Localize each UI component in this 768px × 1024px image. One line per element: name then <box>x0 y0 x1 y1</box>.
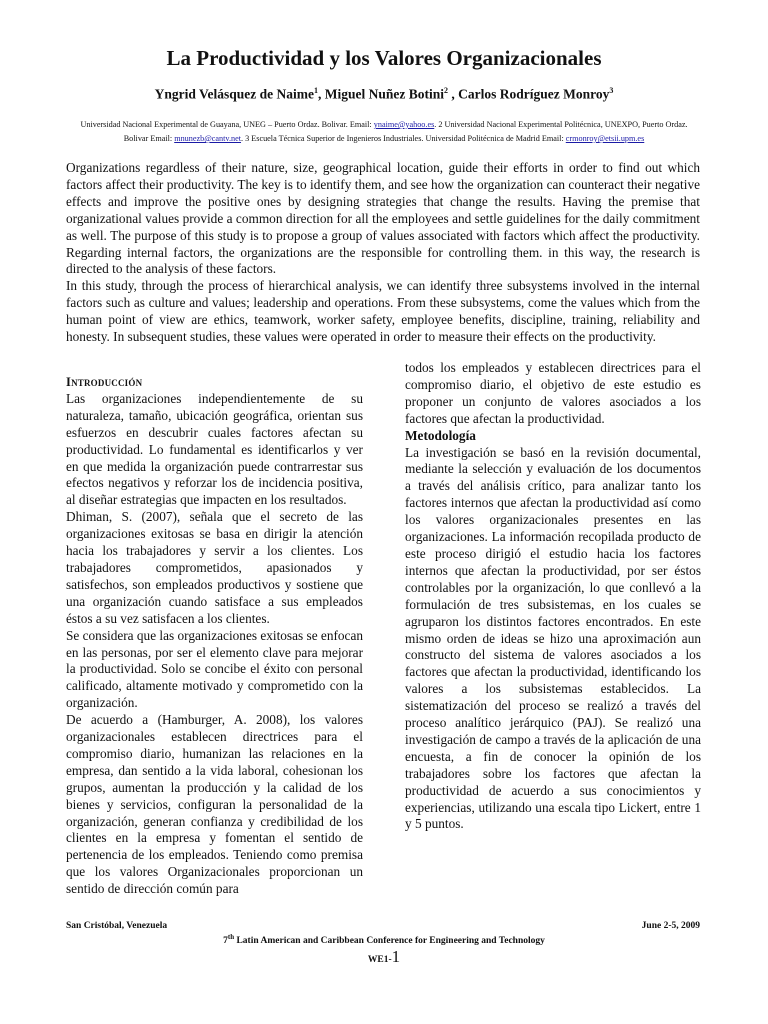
affiliation-text: . 3 Escuela Técnica Superior de Ingenieros Industriales. Universidad Politécnica de Madrid Email: <box>241 134 566 143</box>
body-paragraph: Las organizaciones independientemente de su naturaleza, tamaño, ubicación geográfica, orientan sus esfuerzos en descubrir cuales factores afectan su productividad. Lo fundamental es identificarlos y ver en que medida la organización puede contrarrestar sus efectos negativos y reforzar los de incidencia positiva, al diseñar estrategias que impacten en los resultados. <box>66 390 363 508</box>
email-link[interactable]: crmonroy@etsii.upm.es <box>565 134 645 143</box>
author-separator: , <box>448 86 459 102</box>
conference-number: 7 <box>223 936 228 947</box>
email-link[interactable]: ynaime@yahoo.es <box>373 120 435 129</box>
section-heading-introduccion: Introducción <box>66 375 143 389</box>
right-column <box>405 360 701 833</box>
author-line <box>0 86 768 103</box>
paper-title: La Productividad y los Valores Organizacionales <box>166 46 602 70</box>
affiliation-text: Bolivar Email: <box>123 134 175 143</box>
body-paragraph: Se considera que las organizaciones exitosas se enfocan en las personas, por ser el elemento clave para mejorar la productividad. Solo se concibe el éxito con personal calificado, altamente motivado y comprometido con la organización. <box>66 627 363 711</box>
page-prefix: WE1- <box>367 955 392 965</box>
abstract <box>66 160 700 346</box>
page-number-value: 1 <box>391 947 401 966</box>
body-paragraph: De acuerdo a (Hamburger, A. 2008), los valores organizacionales establecen directrices para el compromiso diario, humanizan las relaciones en la empresa, dan sentido a la vida laboral, cohesionan los grupos, aumentan la producción y la calidad de los bienes y servicios, configuran la personalidad de la organización, generan confianza y credibilidad de los clientes en la empresa y fomentan el sentido de pertenencia de los empleados. Teniendo como premisa que los valores Organizacionales proporcionan un sentido de dirección común para <box>66 712 363 897</box>
author-affil-mark: 3 <box>609 86 614 95</box>
author-name: Yngrid Velásquez de Naime <box>154 86 314 102</box>
body-paragraph: La investigación se basó en la revisión documental, mediante la selección y evaluación de los documentos a través del análisis crítico, para analizar tanto los factores internos que afectan la productividad así como los valores organizacionales presentes en las organizaciones. La información recopilada producto de este proceso dirigió el estudio hacia los factores internos que afectan la productividad, por ser éstos controlables por la organización, lo que conllevó a la formulación de tres subsistemas, en los cuales se agruparon los distintos factores encontrados. En este mismo orden de ideas se hizo una aproximación aun constructo del sistema de valores asociados a los factores que afectan la productividad, identificando los valores a los subsistemas establecidos. La sistematización del proceso se realizó a través del proceso analítico jerárquico (PAJ). Se realizó una investigación de campo a través de la aplicación de una encuesta, a fin de conocer la opinión de los trabajadores sobre los factores que afectan la productividad de acuerdo a sus conocimientos y experiencias, utilizando una escala tipo Lickert, entre 1 y 5 puntos. <box>405 444 701 832</box>
affiliation-line-1 <box>62 120 706 130</box>
affiliation-text: . 2 Universidad Nacional Experimental Politécnica, UNEXPO, Puerto Ordaz. <box>434 120 688 129</box>
footer-location: San Cristóbal, Venezuela <box>66 921 168 931</box>
author-affil-mark: 2 <box>444 86 449 95</box>
conference-ordinal: th <box>227 933 235 941</box>
body-paragraph: Dhiman, S. (2007), señala que el secreto de las organizaciones exitosas se basa en dirigir la atención hacia los trabajadores y servir a los clientes. Los trabajadores comprometidos, apasionados y satisfechos, son empleados productivos y sostiene que una organización cuando satisface a sus empleados éstos a su vez satisfacen a los clientes. <box>66 509 363 626</box>
affiliation-line-2 <box>62 134 706 144</box>
email-link[interactable]: mnunezb@cantv.net <box>174 134 242 143</box>
footer-date: June 2-5, 2009 <box>641 921 700 931</box>
body-paragraph: todos los empleados y establecen directrices para el compromiso diario, el objetivo de este estudio es proponer un conjunto de valores asociados a los factores que afectan la productividad. <box>405 360 701 426</box>
author-name: Carlos Rodríguez Monroy <box>458 86 610 102</box>
footer-conference <box>0 933 768 946</box>
conference-name: Latin American and Caribbean Conference for Engineering and Technology <box>234 936 545 947</box>
abstract-paragraph: In this study, through the process of hierarchical analysis, we can identify three subsystems involved in the internal factors such as culture and values; leadership and operations. From these subsystems, come the values which from the human point of view are ethics, teamwork, worker safety, employee benefits, discipline, training, reliability and honesty. In subsequent studies, these values were operated in order to measure their effects on the productivity. <box>66 278 700 345</box>
author-name: Miguel Nuñez Botini <box>324 86 445 102</box>
affiliation-text: Universidad Nacional Experimental de Guayana, UNEG – Puerto Ordaz. Bolivar. Email: <box>80 120 374 129</box>
abstract-paragraph: Organizations regardless of their nature, size, geographical location, guide their efforts in order to find out which factors affect their productivity. The key is to identify them, and see how the organization can counteract their negative effects and improve the positive ones by designing strategies that change the results. Having the premise that organizational values provide a common direction for all the employees and settle guidelines for the daily commitment as well. The purpose of this study is to propose a group of values associated with factors which affect the productivity. Regarding internal factors, the organizations are the responsible for controlling them. in this way, the research is directed to the analysis of these factors. <box>66 160 700 277</box>
left-column <box>66 374 363 898</box>
author-separator: , <box>318 86 325 102</box>
page-number <box>0 947 768 967</box>
author-affil-mark: 1 <box>314 86 318 95</box>
section-heading-metodologia: Metodología <box>405 427 476 443</box>
